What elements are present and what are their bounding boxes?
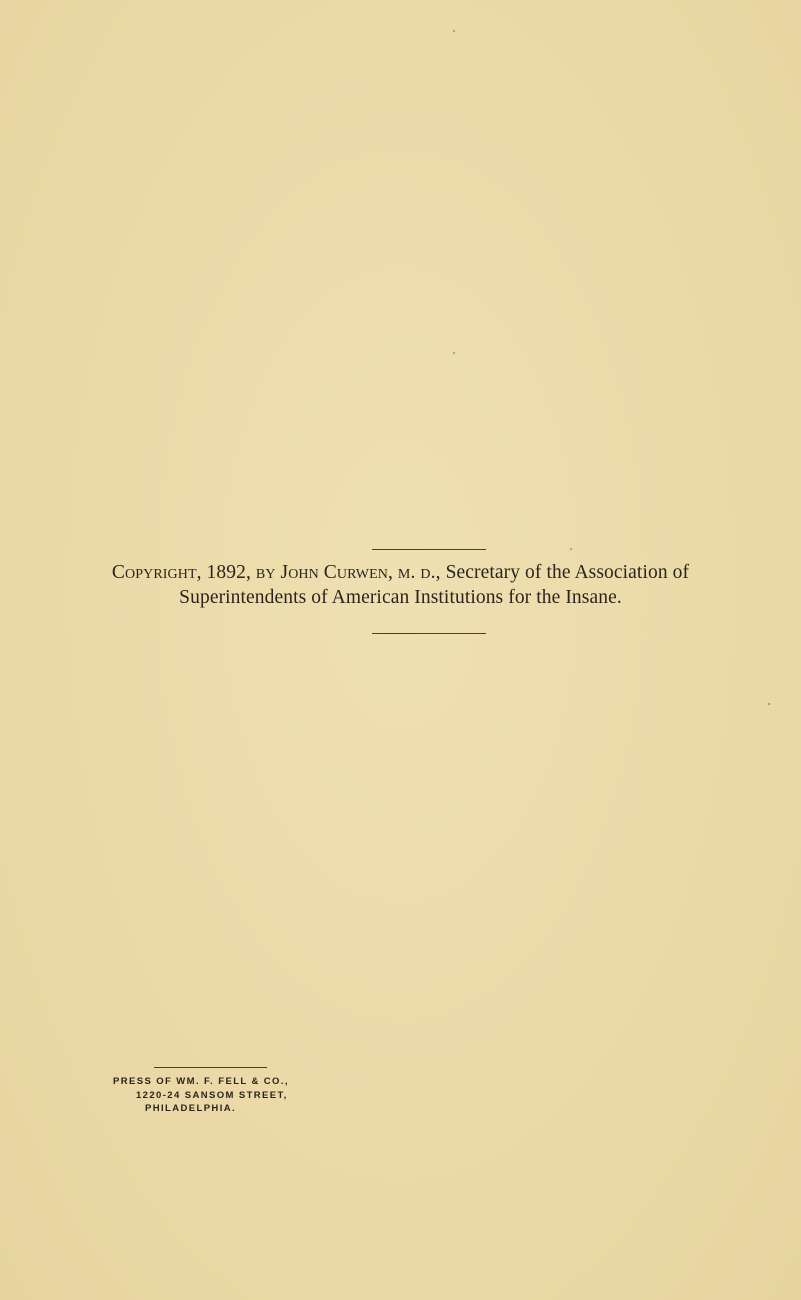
paper-speck (453, 30, 455, 32)
imprint-line-3: PHILADELPHIA. (145, 1103, 237, 1114)
paper-speck (453, 352, 455, 354)
paper-speck (570, 548, 572, 550)
imprint-rule (154, 1067, 267, 1068)
imprint-line-1: PRESS OF WM. F. FELL & CO., (113, 1076, 289, 1087)
upper-rule (372, 549, 486, 550)
copyright-line-1-tail: Secretary of the Association of (445, 562, 690, 583)
copyright-line-1 (0, 560, 801, 585)
printer-imprint (113, 1075, 313, 1116)
imprint-line-2: 1220-24 SANSOM STREET, (136, 1089, 288, 1101)
lower-rule (372, 633, 486, 634)
copyright-notice (0, 560, 801, 610)
copyright-smallcaps-lead: Copyright, 1892, by John Curwen, m. d., (111, 562, 441, 583)
copyright-line-2: Superintendents of American Institutions for the Insane. (179, 587, 622, 608)
paper-speck (768, 703, 770, 705)
